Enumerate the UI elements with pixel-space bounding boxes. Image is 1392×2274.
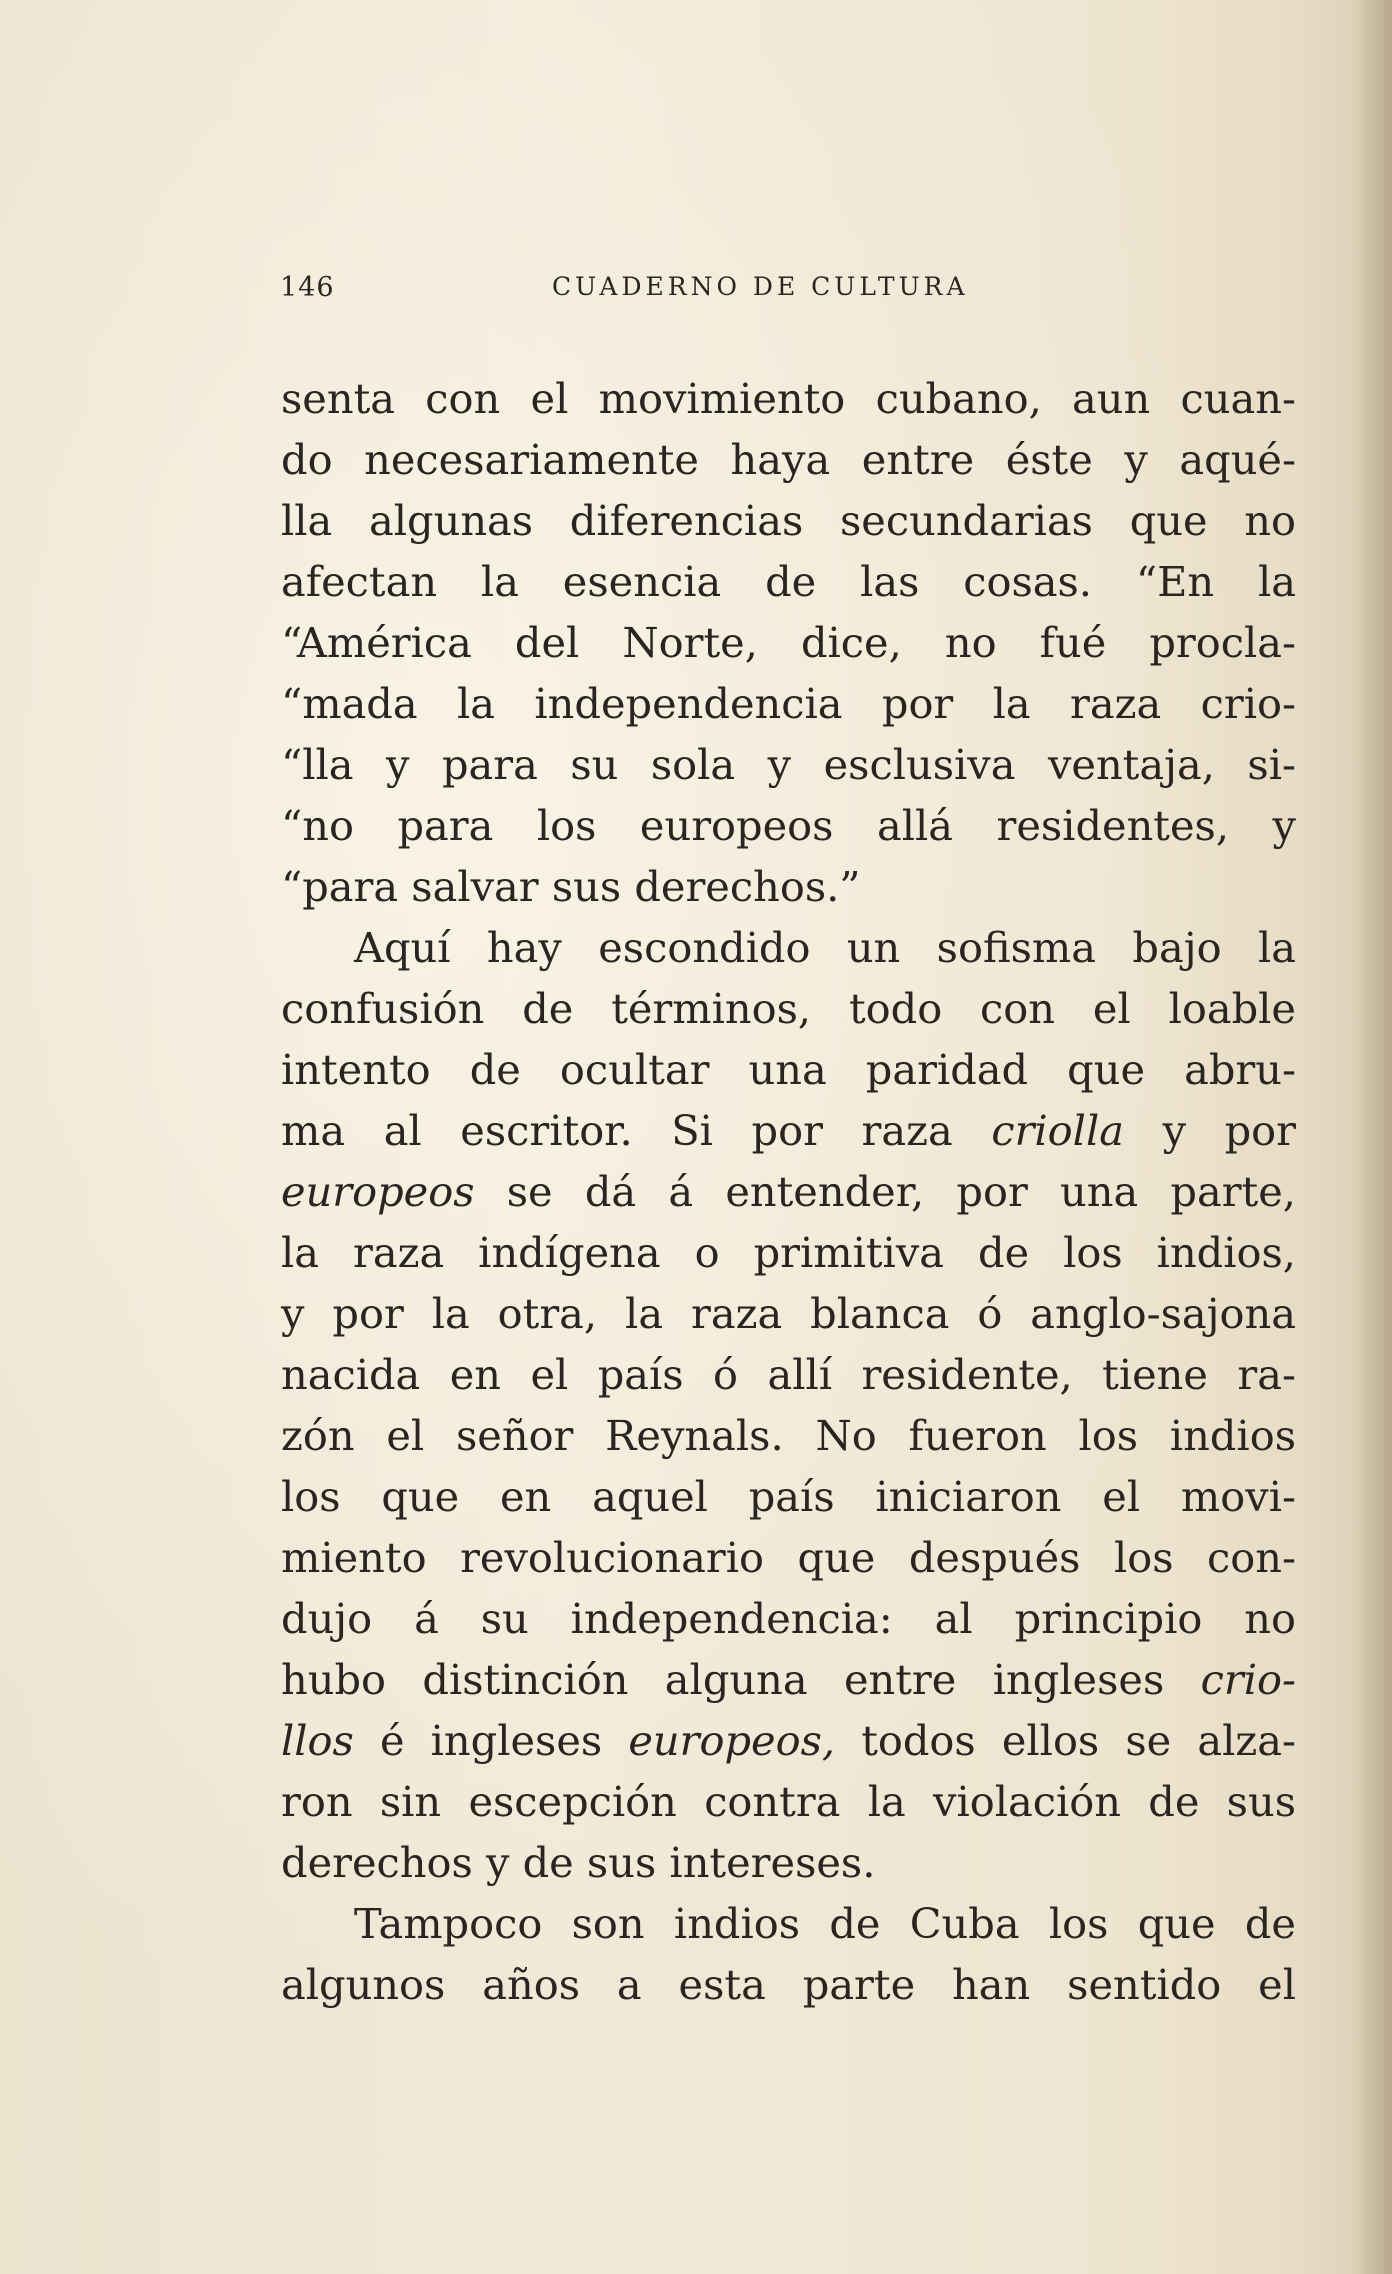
text-line: intento de ocultar una paridad que abru- [281,1045,1296,1094]
text-line: dujo á su independencia: al principio no [281,1594,1296,1643]
text-line: llos é ingleses europeos, todos ellos se alza- [281,1716,1296,1765]
text-line: y por la otra, la raza blanca ó anglo-sajona [281,1289,1296,1338]
text-line: los que en aquel país iniciaron el movi- [281,1472,1296,1521]
italic-term: europeos [281,1167,475,1216]
italic-term: llos [281,1716,354,1765]
quoted-line: “América del Norte, dice, no fué procla- [281,618,1296,667]
text-line: algunos años a esta parte han sentido el [281,1960,1296,2009]
text-line: lla algunas diferencias secundarias que no [281,496,1296,545]
italic-term: criolla [991,1106,1124,1155]
italic-term: crio- [1200,1655,1296,1704]
text-line: ma al escritor. Si por raza criolla y por [281,1106,1296,1155]
italic-term: europeos, [628,1716,836,1765]
page-number: 146 [280,272,335,303]
page-edge-shadow [1352,0,1392,2274]
running-title: CUADERNO DE CULTURA [552,272,969,301]
quoted-line: “mada la independencia por la raza crio- [281,679,1296,728]
text-line: la raza indígena o primitiva de los indios, [281,1228,1296,1277]
text-line: zón el señor Reynals. No fueron los indios [281,1411,1296,1460]
body-text [281,368,1296,2015]
quoted-line: “lla y para su sola y esclusiva ventaja, si- [281,740,1296,789]
paragraph-start: Tampoco son indios de Cuba los que de [354,1899,1296,1948]
text-line: hubo distinción alguna entre ingleses crio- [281,1655,1296,1704]
text-line: ron sin escepción contra la violación de sus [281,1777,1296,1826]
text-line: senta con el movimiento cubano, aun cuan- [281,374,1296,423]
text-line: europeos se dá á entender, por una parte, [281,1167,1296,1216]
paragraph-end: derechos y de sus intereses. [281,1838,876,1887]
quoted-line: “no para los europeos allá residentes, y [281,801,1296,850]
text-line: do necesariamente haya entre éste y aqué- [281,435,1296,484]
text-line: confusión de términos, todo con el loable [281,984,1296,1033]
text-line: afectan la esencia de las cosas. “En la [281,557,1296,606]
text-line: miento revolucionario que después los con- [281,1533,1296,1582]
running-head [280,272,1020,312]
text-line: nacida en el país ó allí residente, tiene ra- [281,1350,1296,1399]
quoted-line-end: “para salvar sus derechos.” [281,862,861,911]
paragraph-start: Aquí hay escondido un sofisma bajo la [354,923,1296,972]
